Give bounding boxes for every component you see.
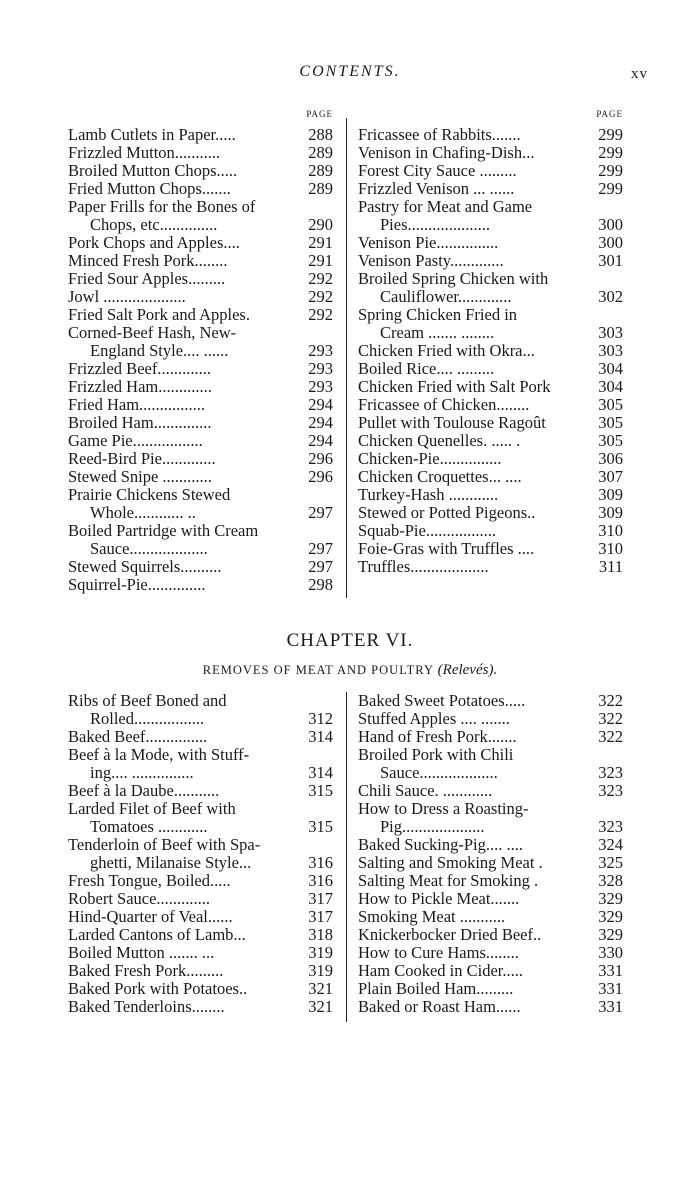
toc-entry — [358, 872, 623, 890]
toc-entry-page: 288 — [308, 125, 333, 144]
toc-entry-title: Broiled Mutton Chops..... — [68, 161, 238, 180]
toc-entry-page: 294 — [308, 395, 333, 414]
toc-entry-title: Robert Sauce............. — [68, 889, 211, 908]
page-column-heading: PAGE — [306, 109, 333, 119]
toc-entry — [358, 836, 623, 854]
toc-entry — [68, 980, 333, 998]
toc-entry-title: Stewed or Potted Pigeons.. — [358, 503, 536, 522]
toc-entry-title: Boiled Rice.... ......... — [358, 359, 495, 378]
toc-entry-page: 323 — [598, 817, 623, 836]
toc-entry-page: 293 — [308, 377, 333, 396]
toc-entry — [358, 782, 623, 800]
page-number: xv — [631, 66, 648, 82]
toc-entry-title: Minced Fresh Pork........ — [68, 251, 228, 270]
toc-entry-title: Rolled................. — [90, 709, 205, 728]
toc-entry-title: Cream ....... ........ — [380, 323, 495, 342]
toc-entry — [358, 800, 623, 836]
toc-entry — [358, 342, 623, 360]
toc-entry-page: 317 — [308, 889, 333, 908]
contents-column-left — [68, 109, 333, 594]
toc-entry-title: Pullet with Toulouse Ragoût — [358, 413, 546, 432]
toc-entry — [358, 890, 623, 908]
toc-entry-title: Frizzled Beef............. — [68, 359, 211, 378]
contents-column-right — [358, 692, 623, 1016]
toc-entry-page: 302 — [598, 287, 623, 306]
toc-entry-page: 322 — [598, 691, 623, 710]
toc-entry — [68, 728, 333, 746]
toc-entry-page: 306 — [598, 449, 623, 468]
toc-entry-title: Sauce................... — [380, 763, 498, 782]
page-column-heading: PAGE — [596, 109, 623, 119]
toc-entry — [358, 234, 623, 252]
chapter-title: CHAPTER VI. — [286, 630, 414, 651]
toc-entry-title: Plain Boiled Ham......... — [358, 979, 514, 998]
toc-entry — [68, 270, 333, 288]
toc-entry — [358, 854, 623, 872]
toc-entry-title: Squirrel-Pie.............. — [68, 575, 206, 594]
toc-entry-page: 321 — [308, 997, 333, 1016]
toc-entry-title: Baked or Roast Ham...... — [358, 997, 521, 1016]
toc-entry-page: 309 — [598, 485, 623, 504]
toc-entry — [358, 746, 623, 782]
toc-entry-page: 297 — [308, 539, 333, 558]
toc-entry — [358, 728, 623, 746]
column-divider — [346, 118, 347, 598]
toc-entry — [358, 962, 623, 980]
toc-entry — [358, 270, 623, 306]
toc-entry — [358, 396, 623, 414]
toc-entry — [358, 162, 623, 180]
toc-entry — [68, 872, 333, 890]
toc-entry-page: 322 — [598, 727, 623, 746]
toc-entry — [68, 782, 333, 800]
toc-entry-page: 299 — [598, 143, 623, 162]
toc-entry-page: 311 — [598, 557, 623, 576]
contents-column-right — [358, 109, 623, 576]
toc-entry-title: Baked Tenderloins........ — [68, 997, 225, 1016]
toc-entry-page: 322 — [598, 709, 623, 728]
toc-entry-title: Stewed Snipe ............ — [68, 467, 212, 486]
toc-entry-title: Venison Pasty............. — [358, 251, 504, 270]
toc-entry-title: Knickerbocker Dried Beef.. — [358, 925, 542, 944]
toc-entry-page: 292 — [308, 287, 333, 306]
toc-entry — [68, 962, 333, 980]
toc-entry-page: 297 — [308, 557, 333, 576]
toc-entry-page: 317 — [308, 907, 333, 926]
toc-entry — [68, 432, 333, 450]
toc-entry-page: 305 — [598, 431, 623, 450]
toc-entry-title: Lamb Cutlets in Paper..... — [68, 125, 236, 144]
contents-section-2 — [68, 692, 630, 1022]
toc-entry-page: 299 — [598, 179, 623, 198]
toc-entry-title: Tenderloin of Beef with Spa- — [68, 835, 261, 854]
toc-entry — [68, 908, 333, 926]
toc-entry — [68, 360, 333, 378]
toc-entry-page: 296 — [308, 467, 333, 486]
toc-entry-page: 299 — [598, 161, 623, 180]
toc-entry-title: Fried Mutton Chops....... — [68, 179, 231, 198]
toc-entry-page: 314 — [308, 763, 333, 782]
toc-entry-title: Ribs of Beef Boned and — [68, 691, 227, 710]
toc-entry-page: 289 — [308, 143, 333, 162]
toc-entry-title: Chili Sauce. ............ — [358, 781, 493, 800]
toc-entry-page: 324 — [598, 835, 623, 854]
chapter-subtitle-italic: (Relevés). — [437, 662, 498, 678]
toc-entry-title: How to Pickle Meat....... — [358, 889, 520, 908]
toc-entry-title: Foie-Gras with Truffles .... — [358, 539, 535, 558]
toc-entry — [358, 926, 623, 944]
toc-entry-page: 312 — [308, 709, 333, 728]
toc-entry-page: 303 — [598, 341, 623, 360]
toc-entry-title: Tomatoes ............ — [90, 817, 208, 836]
toc-entry-title: Whole............ .. — [90, 503, 196, 522]
toc-entry-page: 303 — [598, 323, 623, 342]
toc-entry-page: 318 — [308, 925, 333, 944]
toc-entry-page: 294 — [308, 413, 333, 432]
toc-entry-page: 329 — [598, 889, 623, 908]
toc-entry — [68, 450, 333, 468]
toc-entry-title: Fresh Tongue, Boiled..... — [68, 871, 231, 890]
toc-entry-title: Pig.................... — [380, 817, 485, 836]
toc-entry-title: Beef à la Mode, with Stuff- — [68, 745, 250, 764]
toc-entry-title: Chops, etc.............. — [90, 215, 218, 234]
toc-entry-page: 289 — [308, 179, 333, 198]
contents-section-1 — [68, 108, 630, 598]
contents-column-left — [68, 692, 333, 1016]
toc-entry — [358, 980, 623, 998]
toc-entry — [358, 692, 623, 710]
toc-entry-page: 290 — [308, 215, 333, 234]
toc-entry — [68, 396, 333, 414]
toc-entry-page: 291 — [308, 233, 333, 252]
running-title: CONTENTS. — [299, 63, 401, 80]
toc-entry — [358, 126, 623, 144]
toc-entry-page: 309 — [598, 503, 623, 522]
toc-entry-title: Larded Filet of Beef with — [68, 799, 236, 818]
toc-entry-title: Baked Fresh Pork......... — [68, 961, 224, 980]
toc-entry — [68, 576, 333, 594]
column-divider — [346, 692, 347, 1022]
toc-entry — [68, 126, 333, 144]
toc-entry — [68, 890, 333, 908]
toc-entry — [358, 908, 623, 926]
toc-entry-page: 328 — [598, 871, 623, 890]
toc-entry-page: 319 — [308, 943, 333, 962]
toc-entry-title: Baked Pork with Potatoes.. — [68, 979, 248, 998]
toc-entry-title: Turkey-Hash ............ — [358, 485, 499, 504]
toc-entry — [358, 306, 623, 342]
toc-entry-page: 293 — [308, 341, 333, 360]
toc-entry-title: Spring Chicken Fried in — [358, 305, 518, 324]
toc-entry-page: 298 — [308, 575, 333, 594]
toc-entry-title: Chicken Quenelles. ..... . — [358, 431, 521, 450]
toc-entry — [358, 522, 623, 540]
toc-entry — [358, 144, 623, 162]
toc-entry-page: 310 — [598, 539, 623, 558]
toc-entry — [68, 944, 333, 962]
toc-entry-title: England Style.... ...... — [90, 341, 229, 360]
toc-entry — [358, 198, 623, 234]
toc-entry-page: 316 — [308, 853, 333, 872]
toc-entry-page: 323 — [598, 763, 623, 782]
toc-entry-title: Fricassee of Rabbits....... — [358, 125, 521, 144]
toc-entry-title: Fried Ham................ — [68, 395, 206, 414]
toc-entry-title: Chicken-Pie............... — [358, 449, 502, 468]
toc-entry — [68, 486, 333, 522]
toc-entry-title: Pies.................... — [380, 215, 491, 234]
toc-entry-title: Boiled Mutton ....... ... — [68, 943, 215, 962]
toc-entry-title: Broiled Spring Chicken with — [358, 269, 549, 288]
toc-entry-page: 304 — [598, 359, 623, 378]
toc-entry-title: Ham Cooked in Cider..... — [358, 961, 523, 980]
toc-entry-page: 310 — [598, 521, 623, 540]
toc-entry — [358, 944, 623, 962]
toc-entry-title: Sauce................... — [90, 539, 208, 558]
toc-entry-page: 292 — [308, 305, 333, 324]
toc-entry-page: 314 — [308, 727, 333, 746]
toc-entry-title: Venison Pie............... — [358, 233, 499, 252]
toc-entry — [358, 486, 623, 504]
toc-entry-page: 307 — [598, 467, 623, 486]
toc-entry-page: 331 — [598, 997, 623, 1016]
chapter-subtitle — [0, 662, 700, 679]
toc-entry-page: 297 — [308, 503, 333, 522]
toc-entry — [68, 414, 333, 432]
toc-entry-title: Frizzled Mutton........... — [68, 143, 221, 162]
toc-entry-title: Stewed Squirrels.......... — [68, 557, 222, 576]
toc-entry — [68, 378, 333, 396]
toc-entry-page: 296 — [308, 449, 333, 468]
toc-entry-page: 299 — [598, 125, 623, 144]
toc-entry — [358, 180, 623, 198]
toc-entry-title: Cauliflower............. — [380, 287, 512, 306]
toc-entry-title: Boiled Partridge with Cream — [68, 521, 259, 540]
toc-entry-title: Squab-Pie................. — [358, 521, 496, 540]
toc-entry-title: How to Dress a Roasting- — [358, 799, 529, 818]
toc-entry — [68, 746, 333, 782]
toc-entry-page: 331 — [598, 979, 623, 998]
toc-entry-title: ing.... ............... — [90, 763, 194, 782]
toc-entry-page: 289 — [308, 161, 333, 180]
toc-entry — [358, 252, 623, 270]
toc-entry — [68, 558, 333, 576]
toc-entry — [358, 378, 623, 396]
toc-entry-title: Hind-Quarter of Veal...... — [68, 907, 233, 926]
toc-entry-title: Jowl .................... — [68, 287, 186, 306]
toc-entry-title: Beef à la Daube........... — [68, 781, 220, 800]
toc-entry-page: 292 — [308, 269, 333, 288]
toc-entry-page: 329 — [598, 907, 623, 926]
toc-entry — [358, 432, 623, 450]
toc-entry-title: Stuffed Apples .... ....... — [358, 709, 510, 728]
toc-entry-page: 304 — [598, 377, 623, 396]
toc-entry — [358, 558, 623, 576]
toc-entry — [358, 468, 623, 486]
toc-entry-page: 315 — [308, 781, 333, 800]
toc-entry-page: 291 — [308, 251, 333, 270]
toc-entry — [358, 710, 623, 728]
toc-entry-title: How to Cure Hams........ — [358, 943, 519, 962]
toc-entry-title: Chicken Croquettes... .... — [358, 467, 522, 486]
toc-entry — [68, 252, 333, 270]
toc-entry-title: Chicken Fried with Salt Pork — [358, 377, 551, 396]
toc-entry — [358, 540, 623, 558]
toc-entry-title: Truffles................... — [358, 557, 489, 576]
toc-entry-title: Baked Sucking-Pig.... .... — [358, 835, 523, 854]
toc-entry-page: 319 — [308, 961, 333, 980]
toc-entry — [358, 504, 623, 522]
toc-entry-page: 331 — [598, 961, 623, 980]
toc-entry-page: 321 — [308, 979, 333, 998]
toc-entry-page: 294 — [308, 431, 333, 450]
toc-entry-page: 325 — [598, 853, 623, 872]
toc-entry-title: Baked Sweet Potatoes..... — [358, 691, 526, 710]
toc-entry — [68, 306, 333, 324]
toc-entry-page: 305 — [598, 413, 623, 432]
toc-entry — [68, 998, 333, 1016]
toc-entry-page: 305 — [598, 395, 623, 414]
chapter-subtitle-text: REMOVES OF MEAT AND POULTRY — [202, 663, 434, 677]
toc-entry — [358, 360, 623, 378]
toc-entry-title: Paper Frills for the Bones of — [68, 197, 256, 216]
toc-entry-title: Venison in Chafing-Dish... — [358, 143, 535, 162]
toc-entry — [68, 180, 333, 198]
toc-entry-title: Game Pie................. — [68, 431, 203, 450]
toc-entry — [68, 800, 333, 836]
toc-entry-title: Prairie Chickens Stewed — [68, 485, 231, 504]
toc-entry-title: Frizzled Venison ... ...... — [358, 179, 515, 198]
toc-entry-title: Forest City Sauce ......... — [358, 161, 517, 180]
toc-entry-title: ghetti, Milanaise Style... — [90, 853, 252, 872]
toc-entry-title: Baked Beef............... — [68, 727, 208, 746]
toc-entry-page: 293 — [308, 359, 333, 378]
toc-entry-title: Larded Cantons of Lamb... — [68, 925, 246, 944]
toc-entry-page: 300 — [598, 233, 623, 252]
toc-entry — [68, 836, 333, 872]
toc-entry — [68, 198, 333, 234]
toc-entry — [68, 522, 333, 558]
toc-entry-title: Fried Sour Apples......... — [68, 269, 226, 288]
toc-entry-title: Frizzled Ham............. — [68, 377, 212, 396]
toc-entry-title: Corned-Beef Hash, New- — [68, 323, 237, 342]
toc-entry-title: Smoking Meat ........... — [358, 907, 506, 926]
toc-entry-title: Pork Chops and Apples.... — [68, 233, 240, 252]
toc-entry-page: 329 — [598, 925, 623, 944]
toc-entry-title: Fricassee of Chicken........ — [358, 395, 530, 414]
toc-entry-page: 300 — [598, 215, 623, 234]
toc-entry-title: Salting and Smoking Meat . — [358, 853, 543, 872]
toc-entry-title: Broiled Pork with Chili — [358, 745, 514, 764]
toc-entry-page: 330 — [598, 943, 623, 962]
toc-entry-title: Reed-Bird Pie............. — [68, 449, 216, 468]
toc-entry — [68, 234, 333, 252]
toc-entry-page: 301 — [598, 251, 623, 270]
toc-entry — [68, 468, 333, 486]
toc-entry-title: Broiled Ham.............. — [68, 413, 212, 432]
toc-entry — [68, 144, 333, 162]
toc-entry-title: Chicken Fried with Okra... — [358, 341, 535, 360]
toc-entry-title: Hand of Fresh Pork....... — [358, 727, 517, 746]
toc-entry-page: 323 — [598, 781, 623, 800]
toc-entry — [68, 162, 333, 180]
toc-entry-title: Fried Salt Pork and Apples. — [68, 305, 250, 324]
toc-entry — [358, 414, 623, 432]
toc-entry — [358, 998, 623, 1016]
toc-entry-page: 316 — [308, 871, 333, 890]
toc-entry — [68, 324, 333, 360]
toc-entry — [68, 692, 333, 728]
toc-entry-title: Pastry for Meat and Game — [358, 197, 533, 216]
toc-entry-title: Salting Meat for Smoking . — [358, 871, 539, 890]
toc-entry — [68, 926, 333, 944]
toc-entry — [68, 288, 333, 306]
toc-entry-page: 315 — [308, 817, 333, 836]
toc-entry — [358, 450, 623, 468]
